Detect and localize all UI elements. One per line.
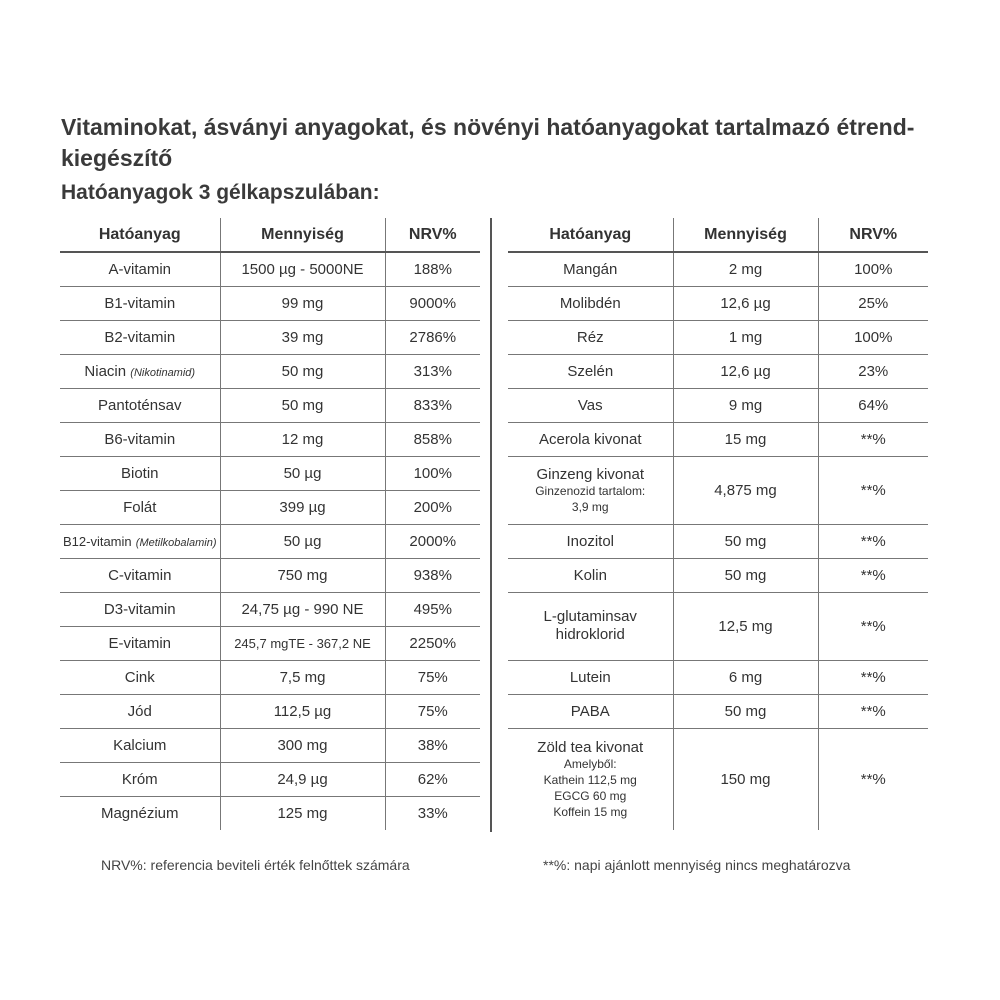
amount-cell: 50 mg [220, 354, 385, 388]
amount-cell: 6 mg [673, 660, 818, 694]
ingredient-note: (Nikotinamid) [130, 366, 196, 379]
ingredient-name: B2-vitamin [104, 328, 176, 346]
ingredient-cell [60, 490, 220, 524]
ingredient-name: Ginzeng kivonat [536, 465, 645, 483]
ingredient-cell [508, 694, 673, 728]
amount-cell: 399 µg [220, 490, 385, 524]
amount-cell: 24,9 µg [220, 762, 385, 796]
nrv-cell: 100% [385, 456, 480, 490]
ingredient-cell [60, 388, 220, 422]
ingredient-name: Króm [121, 770, 158, 788]
table-row [508, 694, 928, 728]
table-row [508, 558, 928, 592]
amount-cell: 245,7 mgTE - 367,2 NE [220, 626, 385, 660]
ingredient-name: L-glutaminsav hidroklorid [543, 608, 637, 643]
amount-cell: 150 mg [673, 728, 818, 830]
nrv-cell: 33% [417, 804, 448, 822]
ingredient-name: Lutein [569, 668, 611, 686]
ingredient-subline: Ginzenozid tartalom: [535, 483, 646, 498]
table-row [508, 320, 928, 354]
ingredient-name: Zöld tea kivonat [537, 738, 644, 756]
amount-cell: 50 mg [673, 694, 818, 728]
nrv-cell: 9000% [385, 286, 480, 320]
amount-cell: 1 mg [673, 320, 818, 354]
ingredient-name: Folát [123, 498, 157, 516]
ingredient-cell [508, 728, 673, 830]
table-header-row [60, 218, 480, 252]
ingredient-name: Szelén [567, 362, 614, 380]
page-title: Vitaminokat, ásványi anyagokat, és növényi hatóanyagokat tartalmazó étrend-kiegészítő [61, 114, 915, 171]
table-row [60, 524, 480, 558]
ingredient-subline: Kathein 112,5 mg [543, 772, 637, 787]
table-row [508, 592, 928, 660]
column-divider [490, 218, 492, 832]
nrv-cell: 833% [385, 388, 480, 422]
ingredient-cell [60, 728, 220, 762]
ingredient-subline: 3,9 mg [571, 499, 609, 514]
amount-cell: 50 µg [220, 524, 385, 558]
nrv-cell: **% [818, 660, 928, 694]
ingredient-table-right [508, 218, 928, 830]
ingredient-cell [60, 320, 220, 354]
nrv-cell: 495% [385, 592, 480, 626]
ingredient-cell [508, 286, 673, 320]
nrv-cell: **% [818, 422, 928, 456]
ingredient-name: Cink [124, 668, 155, 686]
ingredient-cell [508, 456, 673, 524]
table-row [508, 388, 928, 422]
nrv-cell: **% [818, 558, 928, 592]
ingredient-name: Acerola kivonat [538, 430, 642, 448]
table-row [60, 762, 480, 796]
table-row [508, 524, 928, 558]
ingredient-subline: Amelyből: [563, 756, 617, 771]
amount-cell: 125 mg [220, 796, 385, 830]
table-row [508, 660, 928, 694]
table-row [60, 354, 480, 388]
ingredient-cell [60, 422, 220, 456]
ingredient-subline: EGCG 60 mg [554, 788, 627, 803]
amount-cell: 2 mg [673, 252, 818, 286]
ingredient-name: E-vitamin [108, 634, 171, 652]
page-subtitle: Hatóanyagok 3 gélkapszulában: [61, 181, 380, 204]
table-row [508, 354, 928, 388]
ingredient-name: Kalcium [113, 736, 167, 754]
amount-cell: 112,5 µg [220, 694, 385, 728]
amount-cell: 1500 µg - 5000NE [220, 252, 385, 286]
ingredient-subline: Koffein 15 mg [553, 804, 628, 819]
amount-cell: 24,75 µg - 990 NE [220, 592, 385, 626]
table-row [60, 388, 480, 422]
ingredient-name: Molibdén [559, 294, 621, 312]
amount-cell: 99 mg [220, 286, 385, 320]
header-amount: Mennyiség [220, 218, 385, 252]
footnote-nrv: NRV%: referencia beviteli érték felnőttek számára [101, 857, 410, 873]
ingredient-name: C-vitamin [108, 566, 172, 584]
ingredient-cell [60, 354, 220, 388]
nrv-cell: 938% [385, 558, 480, 592]
table-row [60, 422, 480, 456]
nrv-cell: 75% [385, 660, 480, 694]
amount-cell: 50 mg [673, 558, 818, 592]
table-row [60, 694, 480, 728]
amount-cell: 12,6 µg [673, 286, 818, 320]
ingredient-cell [508, 524, 673, 558]
ingredient-name: D3-vitamin [103, 600, 176, 618]
ingredient-cell [60, 660, 220, 694]
table-row [60, 558, 480, 592]
header-nrv: NRV% [818, 218, 928, 252]
ingredient-name: Jód [127, 702, 152, 720]
ingredient-note: (Metilkobalamin) [135, 536, 217, 549]
nrv-cell: 64% [818, 388, 928, 422]
amount-cell: 750 mg [220, 558, 385, 592]
nrv-cell: 313% [385, 354, 480, 388]
table-row [60, 660, 480, 694]
table-row [60, 728, 480, 762]
nrv-cell: 200% [385, 490, 480, 524]
footnote-undefined: **%: napi ajánlott mennyiség nincs meghatározva [543, 857, 851, 873]
nrv-cell: 38% [385, 728, 480, 762]
ingredient-cell [60, 796, 220, 830]
table-row [60, 490, 480, 524]
ingredient-name: Réz [576, 328, 604, 346]
amount-cell: 12 mg [220, 422, 385, 456]
header-ingredient: Hatóanyag [60, 218, 220, 252]
ingredient-cell [60, 694, 220, 728]
nrv-cell: 62% [385, 762, 480, 796]
ingredient-name: B12-vitamin [62, 533, 132, 549]
ingredient-name: Inozitol [566, 532, 615, 550]
table-row [508, 728, 928, 830]
nrv-cell: **% [860, 770, 886, 788]
header-nrv: NRV% [385, 218, 480, 252]
table-row [60, 626, 480, 660]
table-row [60, 252, 480, 286]
ingredient-cell [60, 456, 220, 490]
ingredient-name: Kolin [573, 566, 607, 584]
ingredient-cell [60, 626, 220, 660]
header-ingredient: Hatóanyag [508, 218, 673, 252]
nrv-cell: 25% [818, 286, 928, 320]
ingredient-name: Vas [577, 396, 603, 414]
nrv-cell: 2000% [385, 524, 480, 558]
amount-cell: 300 mg [220, 728, 385, 762]
amount-cell: 50 mg [220, 388, 385, 422]
nrv-cell: 100% [818, 252, 928, 286]
ingredient-cell [60, 286, 220, 320]
nrv-cell: 188% [385, 252, 480, 286]
amount-cell: 7,5 mg [220, 660, 385, 694]
ingredient-name: PABA [570, 702, 610, 720]
nrv-cell: **% [818, 456, 928, 524]
ingredient-name: Niacin [84, 362, 127, 380]
amount-cell: 50 µg [220, 456, 385, 490]
table-row [508, 252, 928, 286]
nrv-cell: **% [818, 524, 928, 558]
ingredient-name: Mangán [563, 260, 618, 278]
ingredient-cell [60, 762, 220, 796]
nrv-cell: 23% [818, 354, 928, 388]
ingredient-table-left [60, 218, 480, 830]
header-amount: Mennyiség [673, 218, 818, 252]
ingredient-name: B1-vitamin [104, 294, 176, 312]
ingredient-name: Biotin [120, 464, 159, 482]
ingredient-cell [60, 558, 220, 592]
amount-cell: 4,875 mg [673, 456, 818, 524]
ingredient-cell [508, 558, 673, 592]
nrv-cell: 858% [385, 422, 480, 456]
nrv-cell: 2250% [385, 626, 480, 660]
ingredient-cell [508, 660, 673, 694]
amount-cell: 9 mg [673, 388, 818, 422]
ingredient-cell [508, 320, 673, 354]
ingredient-cell [508, 592, 673, 660]
table-row [60, 796, 480, 830]
nrv-cell: **% [818, 592, 928, 660]
ingredient-cell [60, 252, 220, 286]
amount-cell: 12,5 mg [673, 592, 818, 660]
ingredient-name: Magnézium [100, 804, 179, 822]
ingredient-cell [60, 592, 220, 626]
nrv-cell: 2786% [385, 320, 480, 354]
table-row [508, 422, 928, 456]
ingredient-name: A-vitamin [108, 260, 171, 278]
table-row [60, 456, 480, 490]
table-row [60, 320, 480, 354]
table-row [60, 286, 480, 320]
ingredient-cell [60, 524, 220, 558]
ingredient-cell [508, 354, 673, 388]
amount-cell: 39 mg [220, 320, 385, 354]
nrv-cell: 75% [385, 694, 480, 728]
ingredient-cell [508, 388, 673, 422]
nrv-cell: **% [818, 694, 928, 728]
amount-cell: 15 mg [673, 422, 818, 456]
ingredient-name: B6-vitamin [104, 430, 176, 448]
ingredient-name: Pantoténsav [98, 396, 182, 414]
nrv-cell: 100% [818, 320, 928, 354]
table-row [508, 456, 928, 524]
table-header-row [508, 218, 928, 252]
table-row [508, 286, 928, 320]
amount-cell: 12,6 µg [673, 354, 818, 388]
amount-cell: 50 mg [673, 524, 818, 558]
ingredient-cell [508, 422, 673, 456]
table-row [60, 592, 480, 626]
ingredient-cell [508, 252, 673, 286]
